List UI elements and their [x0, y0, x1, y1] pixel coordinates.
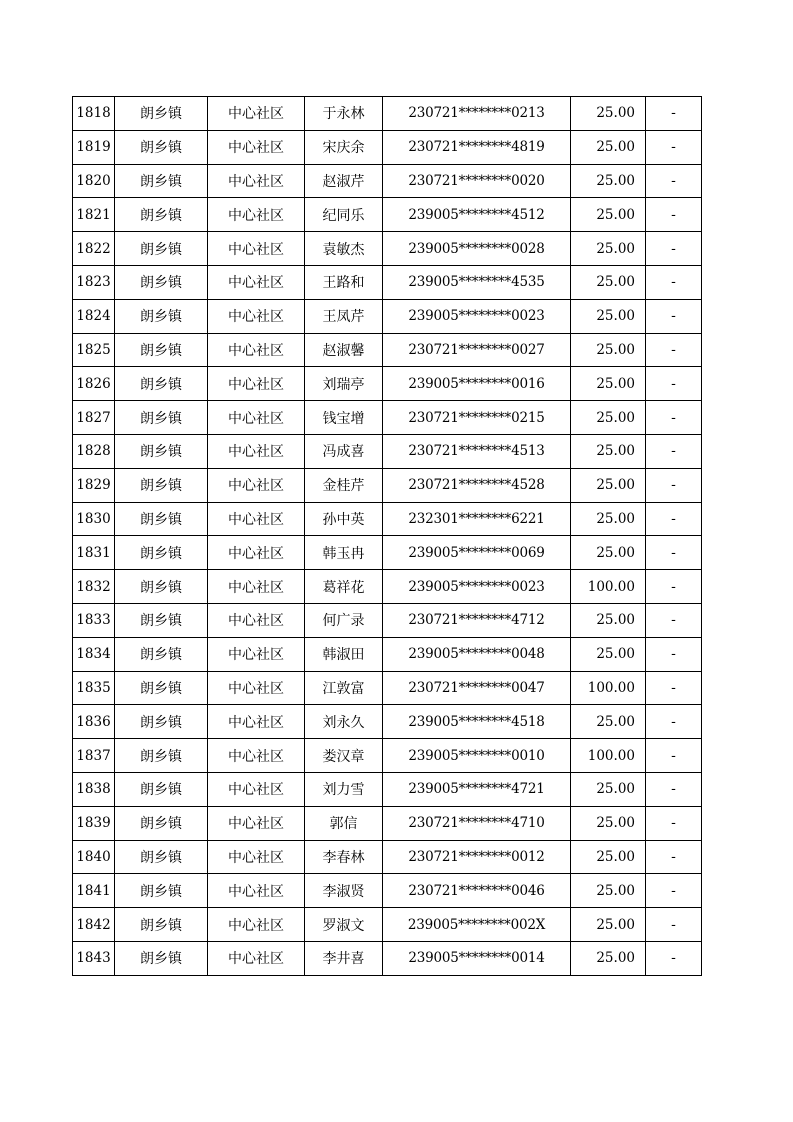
id-number-cell: 230721********4819 — [383, 130, 571, 164]
id-number-cell: 230721********4528 — [383, 468, 571, 502]
amount-cell: 25.00 — [571, 130, 646, 164]
amount-cell: 100.00 — [571, 570, 646, 604]
table-row — [73, 637, 702, 671]
town-cell: 朗乡镇 — [115, 468, 208, 502]
table-row — [73, 705, 702, 739]
community-cell: 中心社区 — [208, 806, 305, 840]
town-cell: 朗乡镇 — [115, 130, 208, 164]
remark-cell: - — [646, 671, 702, 705]
remark-cell: - — [646, 874, 702, 908]
serial-number-cell: 1829 — [73, 468, 115, 502]
remark-cell: - — [646, 333, 702, 367]
remark-cell: - — [646, 130, 702, 164]
community-cell: 中心社区 — [208, 603, 305, 637]
community-cell: 中心社区 — [208, 299, 305, 333]
remark-cell: - — [646, 603, 702, 637]
serial-number-cell: 1843 — [73, 941, 115, 975]
id-number-cell: 230721********4712 — [383, 603, 571, 637]
table-row — [73, 908, 702, 942]
person-name-cell: 纪同乐 — [305, 198, 383, 232]
amount-cell: 25.00 — [571, 232, 646, 266]
community-cell: 中心社区 — [208, 840, 305, 874]
amount-cell: 25.00 — [571, 401, 646, 435]
person-name-cell: 李淑贤 — [305, 874, 383, 908]
id-number-cell: 239005********0010 — [383, 739, 571, 773]
town-cell: 朗乡镇 — [115, 637, 208, 671]
table-row — [73, 232, 702, 266]
community-cell: 中心社区 — [208, 739, 305, 773]
serial-number-cell: 1820 — [73, 164, 115, 198]
id-number-cell: 239005********0023 — [383, 570, 571, 604]
amount-cell: 25.00 — [571, 840, 646, 874]
person-name-cell: 江敦富 — [305, 671, 383, 705]
town-cell: 朗乡镇 — [115, 401, 208, 435]
remark-cell: - — [646, 367, 702, 401]
remark-cell: - — [646, 502, 702, 536]
table-row — [73, 941, 702, 975]
id-number-cell: 230721********0213 — [383, 97, 571, 131]
person-name-cell: 何广录 — [305, 603, 383, 637]
amount-cell: 25.00 — [571, 97, 646, 131]
remark-cell: - — [646, 739, 702, 773]
table-row — [73, 603, 702, 637]
community-cell: 中心社区 — [208, 130, 305, 164]
amount-cell: 25.00 — [571, 265, 646, 299]
person-name-cell: 娄汉章 — [305, 739, 383, 773]
remark-cell: - — [646, 840, 702, 874]
town-cell: 朗乡镇 — [115, 908, 208, 942]
community-cell: 中心社区 — [208, 637, 305, 671]
person-name-cell: 李井喜 — [305, 941, 383, 975]
town-cell: 朗乡镇 — [115, 671, 208, 705]
town-cell: 朗乡镇 — [115, 772, 208, 806]
amount-cell: 25.00 — [571, 908, 646, 942]
community-cell: 中心社区 — [208, 468, 305, 502]
community-cell: 中心社区 — [208, 97, 305, 131]
table-row — [73, 299, 702, 333]
person-name-cell: 刘永久 — [305, 705, 383, 739]
id-number-cell: 239005********0048 — [383, 637, 571, 671]
town-cell: 朗乡镇 — [115, 806, 208, 840]
remark-cell: - — [646, 772, 702, 806]
id-number-cell: 239005********0028 — [383, 232, 571, 266]
amount-cell: 25.00 — [571, 705, 646, 739]
table-row — [73, 367, 702, 401]
town-cell: 朗乡镇 — [115, 840, 208, 874]
remark-cell: - — [646, 299, 702, 333]
serial-number-cell: 1836 — [73, 705, 115, 739]
remark-cell: - — [646, 164, 702, 198]
serial-number-cell: 1821 — [73, 198, 115, 232]
serial-number-cell: 1825 — [73, 333, 115, 367]
id-number-cell: 239005********002X — [383, 908, 571, 942]
person-name-cell: 韩淑田 — [305, 637, 383, 671]
table-row — [73, 570, 702, 604]
amount-cell: 25.00 — [571, 637, 646, 671]
remark-cell: - — [646, 637, 702, 671]
serial-number-cell: 1838 — [73, 772, 115, 806]
community-cell: 中心社区 — [208, 705, 305, 739]
amount-cell: 25.00 — [571, 434, 646, 468]
person-name-cell: 赵淑芹 — [305, 164, 383, 198]
table-row — [73, 164, 702, 198]
amount-cell: 25.00 — [571, 536, 646, 570]
id-number-cell: 230721********0046 — [383, 874, 571, 908]
person-name-cell: 郭信 — [305, 806, 383, 840]
town-cell: 朗乡镇 — [115, 333, 208, 367]
person-name-cell: 韩玉冉 — [305, 536, 383, 570]
serial-number-cell: 1840 — [73, 840, 115, 874]
remark-cell: - — [646, 401, 702, 435]
town-cell: 朗乡镇 — [115, 502, 208, 536]
table-row — [73, 772, 702, 806]
table-row — [73, 671, 702, 705]
serial-number-cell: 1835 — [73, 671, 115, 705]
town-cell: 朗乡镇 — [115, 164, 208, 198]
town-cell: 朗乡镇 — [115, 570, 208, 604]
table-row — [73, 468, 702, 502]
person-name-cell: 刘瑞亭 — [305, 367, 383, 401]
person-name-cell: 赵淑馨 — [305, 333, 383, 367]
amount-cell: 25.00 — [571, 367, 646, 401]
serial-number-cell: 1830 — [73, 502, 115, 536]
serial-number-cell: 1823 — [73, 265, 115, 299]
amount-cell: 25.00 — [571, 772, 646, 806]
person-name-cell: 冯成喜 — [305, 434, 383, 468]
person-name-cell: 于永林 — [305, 97, 383, 131]
community-cell: 中心社区 — [208, 367, 305, 401]
serial-number-cell: 1819 — [73, 130, 115, 164]
table-row — [73, 333, 702, 367]
serial-number-cell: 1839 — [73, 806, 115, 840]
community-cell: 中心社区 — [208, 502, 305, 536]
table-row — [73, 806, 702, 840]
amount-cell: 100.00 — [571, 671, 646, 705]
community-cell: 中心社区 — [208, 434, 305, 468]
community-cell: 中心社区 — [208, 401, 305, 435]
serial-number-cell: 1841 — [73, 874, 115, 908]
table-row — [73, 97, 702, 131]
roster-table — [72, 96, 702, 976]
id-number-cell: 239005********0069 — [383, 536, 571, 570]
person-name-cell: 罗淑文 — [305, 908, 383, 942]
town-cell: 朗乡镇 — [115, 874, 208, 908]
remark-cell: - — [646, 468, 702, 502]
remark-cell: - — [646, 536, 702, 570]
remark-cell: - — [646, 570, 702, 604]
id-number-cell: 239005********0023 — [383, 299, 571, 333]
table-row — [73, 874, 702, 908]
amount-cell: 25.00 — [571, 468, 646, 502]
community-cell: 中心社区 — [208, 671, 305, 705]
id-number-cell: 230721********4710 — [383, 806, 571, 840]
remark-cell: - — [646, 941, 702, 975]
serial-number-cell: 1832 — [73, 570, 115, 604]
person-name-cell: 刘力雪 — [305, 772, 383, 806]
town-cell: 朗乡镇 — [115, 941, 208, 975]
table-row — [73, 739, 702, 773]
table-body — [73, 97, 702, 976]
community-cell: 中心社区 — [208, 908, 305, 942]
community-cell: 中心社区 — [208, 941, 305, 975]
remark-cell: - — [646, 198, 702, 232]
amount-cell: 25.00 — [571, 941, 646, 975]
table-row — [73, 401, 702, 435]
table-row — [73, 198, 702, 232]
table-row — [73, 265, 702, 299]
person-name-cell: 袁敏杰 — [305, 232, 383, 266]
remark-cell: - — [646, 705, 702, 739]
person-name-cell: 金桂芹 — [305, 468, 383, 502]
person-name-cell: 王路和 — [305, 265, 383, 299]
remark-cell: - — [646, 97, 702, 131]
town-cell: 朗乡镇 — [115, 739, 208, 773]
community-cell: 中心社区 — [208, 333, 305, 367]
id-number-cell: 230721********0027 — [383, 333, 571, 367]
person-name-cell: 宋庆余 — [305, 130, 383, 164]
town-cell: 朗乡镇 — [115, 299, 208, 333]
table-row — [73, 130, 702, 164]
amount-cell: 25.00 — [571, 198, 646, 232]
community-cell: 中心社区 — [208, 874, 305, 908]
remark-cell: - — [646, 806, 702, 840]
id-number-cell: 230721********4513 — [383, 434, 571, 468]
amount-cell: 25.00 — [571, 164, 646, 198]
community-cell: 中心社区 — [208, 232, 305, 266]
community-cell: 中心社区 — [208, 570, 305, 604]
id-number-cell: 230721********0020 — [383, 164, 571, 198]
community-cell: 中心社区 — [208, 772, 305, 806]
id-number-cell: 239005********0014 — [383, 941, 571, 975]
serial-number-cell: 1827 — [73, 401, 115, 435]
town-cell: 朗乡镇 — [115, 265, 208, 299]
serial-number-cell: 1842 — [73, 908, 115, 942]
table-row — [73, 536, 702, 570]
serial-number-cell: 1833 — [73, 603, 115, 637]
serial-number-cell: 1831 — [73, 536, 115, 570]
amount-cell: 25.00 — [571, 603, 646, 637]
community-cell: 中心社区 — [208, 198, 305, 232]
id-number-cell: 239005********4512 — [383, 198, 571, 232]
serial-number-cell: 1828 — [73, 434, 115, 468]
community-cell: 中心社区 — [208, 164, 305, 198]
id-number-cell: 239005********4518 — [383, 705, 571, 739]
amount-cell: 25.00 — [571, 502, 646, 536]
table-row — [73, 502, 702, 536]
serial-number-cell: 1822 — [73, 232, 115, 266]
town-cell: 朗乡镇 — [115, 97, 208, 131]
town-cell: 朗乡镇 — [115, 367, 208, 401]
amount-cell: 25.00 — [571, 874, 646, 908]
person-name-cell: 钱宝增 — [305, 401, 383, 435]
amount-cell: 25.00 — [571, 806, 646, 840]
town-cell: 朗乡镇 — [115, 434, 208, 468]
serial-number-cell: 1824 — [73, 299, 115, 333]
id-number-cell: 239005********4721 — [383, 772, 571, 806]
id-number-cell: 230721********0012 — [383, 840, 571, 874]
id-number-cell: 230721********0215 — [383, 401, 571, 435]
town-cell: 朗乡镇 — [115, 603, 208, 637]
remark-cell: - — [646, 434, 702, 468]
id-number-cell: 239005********4535 — [383, 265, 571, 299]
remark-cell: - — [646, 265, 702, 299]
person-name-cell: 李春林 — [305, 840, 383, 874]
id-number-cell: 230721********0047 — [383, 671, 571, 705]
serial-number-cell: 1837 — [73, 739, 115, 773]
table-row — [73, 840, 702, 874]
community-cell: 中心社区 — [208, 265, 305, 299]
table-row — [73, 434, 702, 468]
amount-cell: 25.00 — [571, 333, 646, 367]
town-cell: 朗乡镇 — [115, 232, 208, 266]
id-number-cell: 232301********6221 — [383, 502, 571, 536]
id-number-cell: 239005********0016 — [383, 367, 571, 401]
person-name-cell: 葛祥花 — [305, 570, 383, 604]
town-cell: 朗乡镇 — [115, 198, 208, 232]
town-cell: 朗乡镇 — [115, 536, 208, 570]
remark-cell: - — [646, 232, 702, 266]
serial-number-cell: 1826 — [73, 367, 115, 401]
serial-number-cell: 1834 — [73, 637, 115, 671]
remark-cell: - — [646, 908, 702, 942]
town-cell: 朗乡镇 — [115, 705, 208, 739]
serial-number-cell: 1818 — [73, 97, 115, 131]
community-cell: 中心社区 — [208, 536, 305, 570]
amount-cell: 100.00 — [571, 739, 646, 773]
amount-cell: 25.00 — [571, 299, 646, 333]
person-name-cell: 孙中英 — [305, 502, 383, 536]
person-name-cell: 王凤芹 — [305, 299, 383, 333]
